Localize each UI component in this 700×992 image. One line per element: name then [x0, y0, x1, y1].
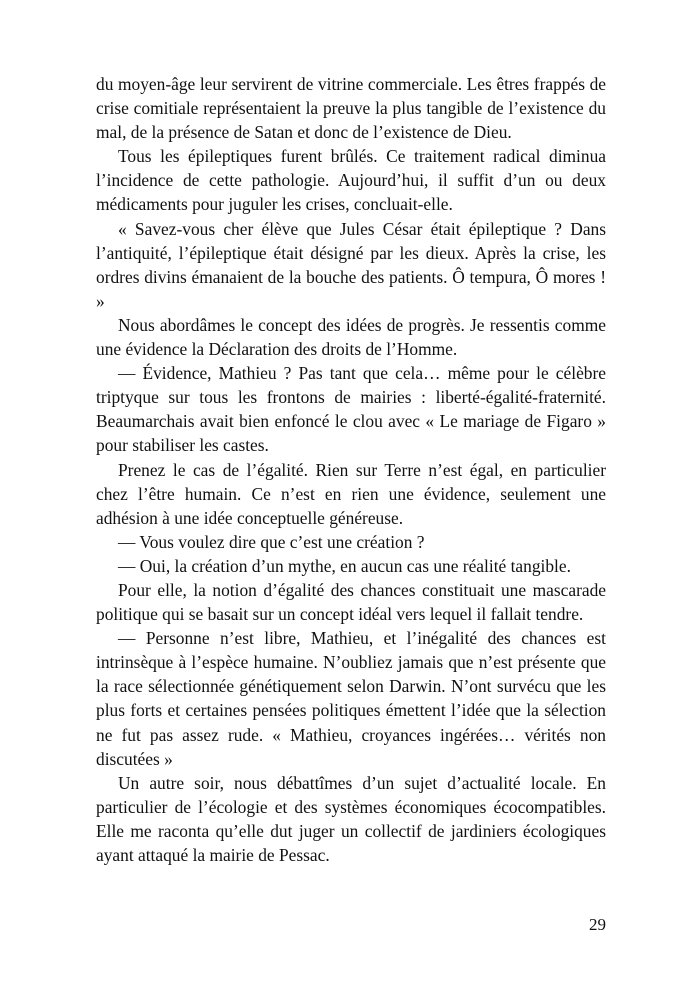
page-body	[96, 72, 606, 867]
dialogue-line: — Vous voulez dire que c’est une création ?	[118, 531, 425, 552]
dialogue-line: — Oui, la création d’un mythe, en aucun cas une réalité tangible.	[118, 555, 571, 576]
paragraph: Prenez le cas de l’égalité. Rien sur Terre n’est égal, en particulier chez l’être humain. Ce n’est en rien une évidence, seulement une adhésion à une idée conceptuelle généreuse.	[96, 459, 606, 528]
paragraph: Un autre soir, nous débattîmes d’un sujet d’actualité locale. En particulier de l’écologie et des systèmes économiques écocompatibles. Elle me raconta qu’elle dut juger un collectif de jardiniers écologiques ayant attaqué la mairie de Pessac.	[96, 772, 606, 865]
paragraph: « Savez-vous cher élève que Jules César était épileptique ? Dans l’antiquité, l’épileptique était désigné par les dieux. Après la crise, les ordres divins émanaient de la bouche des patients. Ô tempura, Ô mores ! »	[96, 218, 606, 311]
paragraph: Nous abordâmes le concept des idées de progrès. Je ressentis comme une évidence la Déclaration des droits de l’Homme.	[96, 314, 606, 360]
dialogue-line: — Évidence, Mathieu ? Pas tant que cela… même pour le célèbre triptyque sur tous les frontons de mairies : liberté-égalité-fraternité. Beaumarchais avait bien enfoncé le clou avec « Le mariage de Figaro » pour stabiliser les castes.	[96, 363, 606, 456]
paragraph: Pour elle, la notion d’égalité des chances constituait une mascarade politique qui se basait sur un concept idéal vers lequel il fallait tendre.	[96, 579, 606, 625]
page-number: 29	[589, 915, 606, 934]
dialogue-line: — Personne n’est libre, Mathieu, et l’inégalité des chances est intrinsèque à l’espèce humaine. N’oubliez jamais que n’est présente que la race sélectionnée génétiquement selon Darwin. N’ont survécu que les plus forts et certaines pensées politiques émettent l’idée que la sélection ne fut pas assez rude. « Mathieu, croyances ingérées… vérités non discutées »	[96, 628, 606, 769]
paragraph: du moyen-âge leur servirent de vitrine commerciale. Les êtres frappés de crise comitiale représentaient la preuve la plus tangible de l’existence du mal, de la présence de Satan et donc de l’existence de Dieu.	[96, 74, 606, 143]
paragraph: Tous les épileptiques furent brûlés. Ce traitement radical diminua l’incidence de cette pathologie. Aujourd’hui, il suffit d’un ou deux médicaments pour juguler les crises, concluait-elle.	[96, 146, 606, 215]
